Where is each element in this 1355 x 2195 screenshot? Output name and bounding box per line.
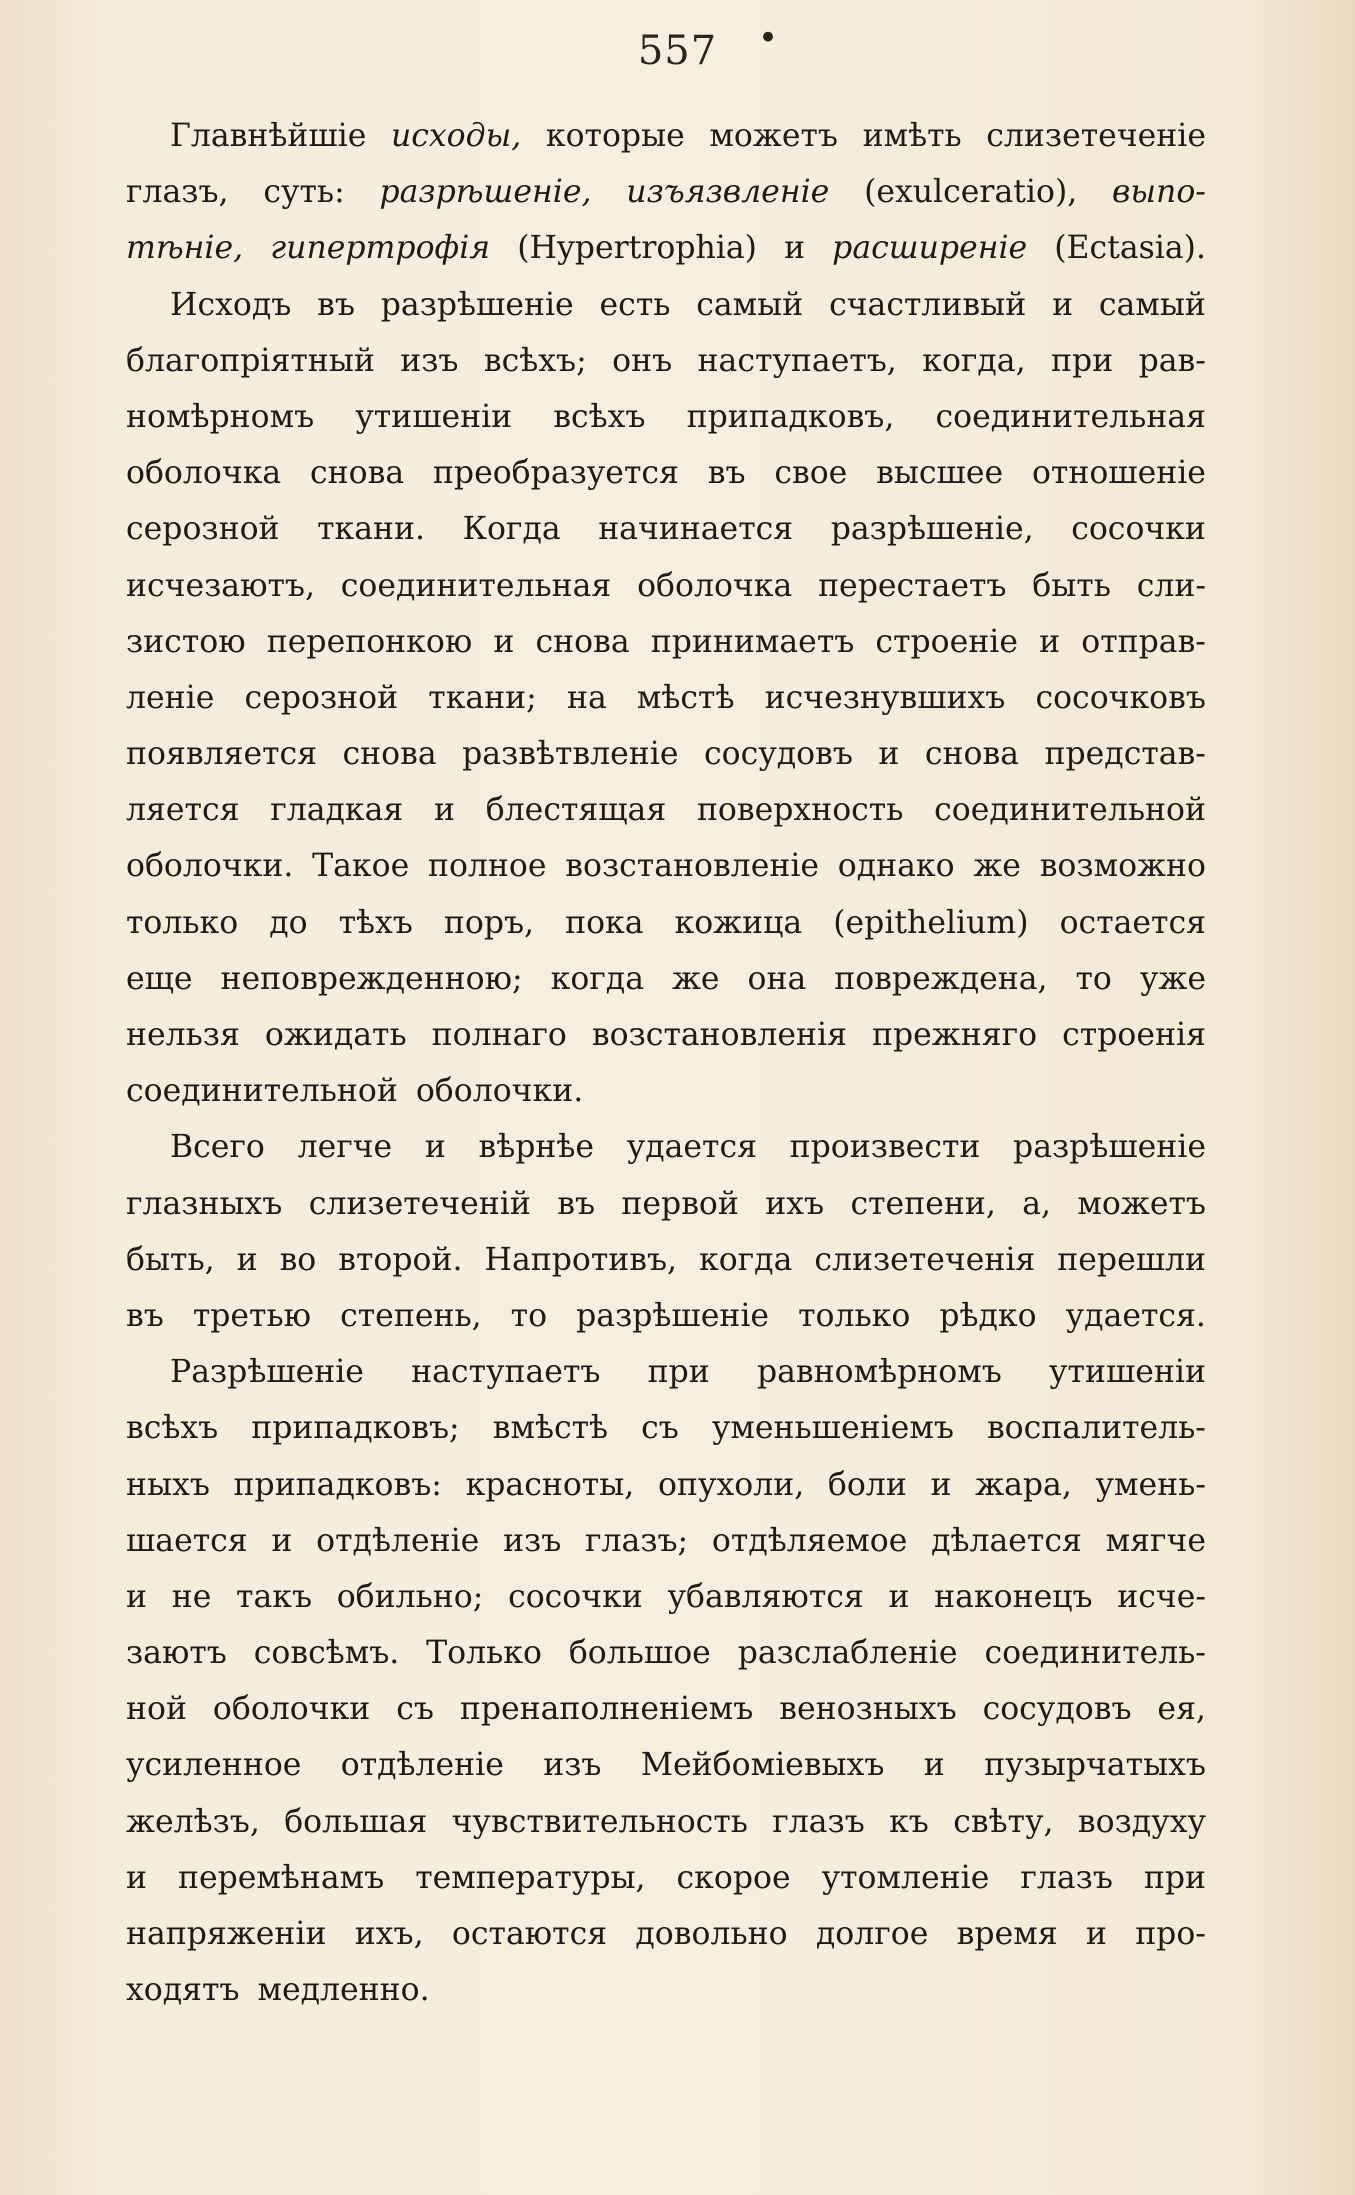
word: которые [545, 118, 685, 154]
word: перестаетъ [818, 567, 1007, 604]
word: разслабленіе [737, 1635, 958, 1672]
word: и [433, 792, 455, 829]
word: слизетеченіе [986, 118, 1206, 154]
word: произвести [789, 1129, 981, 1166]
word: мѣстѣ [636, 679, 735, 716]
word: сосочковъ [1035, 679, 1206, 716]
word: быть [1032, 567, 1111, 604]
word: вмѣстѣ [492, 1410, 609, 1447]
word: припадковъ: [233, 1466, 442, 1503]
word: наступаетъ, [697, 342, 897, 379]
word: возстановленія [591, 1017, 847, 1053]
word: повреждена, [834, 960, 1048, 997]
text-line [126, 501, 1206, 557]
word: преобразуется [432, 455, 679, 492]
word: счастливый [829, 286, 1027, 323]
text-line [126, 1794, 1206, 1850]
word: убавляются [667, 1578, 864, 1615]
word: усиленное [126, 1747, 302, 1784]
text-line [126, 558, 1206, 614]
word: ныхъ [126, 1466, 210, 1503]
word: ихъ [765, 1185, 825, 1222]
word: второй. [338, 1241, 463, 1278]
word: обильно; [336, 1578, 484, 1615]
word: Напротивъ, [484, 1241, 678, 1278]
text-line [126, 1906, 1206, 1962]
word: изъ [400, 342, 459, 379]
word: воспалитель- [986, 1410, 1206, 1447]
word: разрѣшеніе, [379, 174, 592, 211]
word: совсѣмъ. [253, 1635, 400, 1672]
word: слизетеченія [814, 1241, 1036, 1278]
word: и [1039, 623, 1061, 660]
word: ожидать [264, 1017, 407, 1053]
word: съ [641, 1410, 679, 1447]
word: боли [827, 1466, 907, 1503]
word: напряженіи [126, 1916, 327, 1952]
word: глазъ, [126, 174, 229, 211]
word: умень- [1095, 1466, 1206, 1503]
word: же [671, 960, 720, 997]
word: номѣрномъ [126, 398, 315, 435]
word: медленно. [257, 1972, 430, 2009]
word: отдѣляемое [711, 1522, 908, 1559]
word: степени, [850, 1185, 996, 1222]
word: утишеніи [355, 398, 513, 435]
word: оболочки. [126, 848, 294, 885]
word: самый [696, 286, 804, 323]
word: высшее [876, 455, 1004, 492]
word: благопріятный [126, 342, 375, 379]
word: чувствительность [451, 1803, 748, 1840]
word: прежняго [871, 1017, 1038, 1053]
word: же [973, 848, 1021, 885]
word: суть: [263, 174, 345, 211]
word: ходятъ [126, 1972, 240, 2009]
word: ной [126, 1691, 187, 1728]
word: разрѣшеніе [380, 286, 574, 323]
word: появляется [126, 736, 318, 773]
text-line [126, 951, 1206, 1007]
word: оболочки [212, 1691, 371, 1728]
text-line [126, 726, 1206, 782]
word: уменьшеніемъ [711, 1410, 954, 1447]
word: оболочки. [415, 1073, 584, 1110]
word: соединительной [934, 792, 1206, 829]
word: наступаетъ [411, 1354, 601, 1391]
word: такъ [236, 1578, 312, 1615]
word: пока [565, 904, 644, 941]
word: соединительной [126, 1073, 398, 1110]
word: разрѣшеніе [1013, 1129, 1206, 1166]
word: при [1143, 1859, 1206, 1896]
word: когда, [922, 342, 1026, 379]
word: воздуху [1077, 1803, 1206, 1840]
word: слизетеченій [308, 1185, 531, 1222]
word: (exulceratio), [864, 174, 1078, 211]
word: только [126, 904, 239, 941]
word: съ [396, 1691, 434, 1728]
word: опухоли, [657, 1466, 805, 1503]
word: и [126, 1859, 147, 1896]
word: снова [535, 623, 630, 660]
word: сосочки [1071, 511, 1206, 548]
word: еще [126, 960, 193, 997]
word: тѣніе, [126, 230, 244, 267]
word: то [1075, 960, 1112, 997]
word: и [271, 1522, 293, 1559]
word: глазныхъ [126, 1185, 283, 1222]
word: венозныхъ [779, 1691, 957, 1728]
word: сосудовъ [704, 736, 853, 773]
word: поръ, [443, 904, 535, 941]
word: Только [426, 1635, 542, 1672]
word: когда [550, 960, 644, 997]
text-line [126, 1457, 1206, 1513]
word: ихъ, [354, 1916, 424, 1952]
word: степень, [340, 1297, 482, 1334]
text-line [126, 1063, 1206, 1119]
word: припадковъ, [686, 398, 895, 435]
word: возможно [1039, 848, 1206, 885]
word: серозной [244, 679, 399, 716]
text-line [126, 164, 1206, 220]
word: Главнѣйшіе [170, 118, 367, 154]
word: начинается [598, 511, 794, 548]
word: при [1051, 342, 1114, 379]
page-marker: • [758, 18, 779, 58]
word: отношеніе [1031, 455, 1206, 492]
word: строеніе [875, 623, 1018, 660]
word: равномѣрномъ [756, 1354, 1002, 1391]
word: пузырчатыхъ [984, 1747, 1206, 1784]
text-line [126, 1737, 1206, 1793]
word: и [493, 623, 515, 660]
word: самый [1098, 286, 1206, 323]
word: во [279, 1241, 317, 1278]
word: до [269, 904, 308, 941]
word: разрѣшеніе [576, 1297, 770, 1334]
word: свое [774, 455, 848, 492]
word: припадковъ; [251, 1410, 460, 1447]
word: вѣрнѣе [478, 1129, 595, 1166]
word: исчезнувшихъ [764, 679, 1006, 716]
word: наконецъ [934, 1578, 1093, 1615]
word: есть [599, 286, 671, 323]
word: развѣтвленіе [462, 736, 679, 773]
word: при [647, 1354, 710, 1391]
word: соединительная [935, 398, 1206, 435]
text-line [126, 445, 1206, 501]
word: быть, [126, 1241, 215, 1278]
word: разрѣшеніе, [830, 511, 1034, 548]
word: зистою [126, 623, 246, 660]
word: свѣту, [953, 1803, 1054, 1840]
word: всѣхъ [553, 398, 646, 435]
word: а, [1022, 1185, 1052, 1222]
word: жара, [975, 1466, 1072, 1503]
word: ткани. [317, 511, 426, 548]
word: перешли [1057, 1241, 1206, 1278]
word: соединитель- [984, 1635, 1206, 1672]
word: утишеніи [1049, 1354, 1206, 1391]
word: большая [284, 1803, 428, 1840]
word: глазъ; [585, 1522, 689, 1559]
word: (epithelium) [833, 904, 1029, 941]
text-line [126, 1119, 1206, 1175]
word: и [1052, 286, 1074, 323]
word: сосудовъ [982, 1691, 1132, 1728]
word: оболочка [637, 567, 793, 604]
word: отдѣленіе [340, 1747, 504, 1784]
word: изъ [503, 1522, 562, 1559]
word: (Ectasia). [1054, 230, 1206, 267]
text-line [126, 1962, 1206, 2018]
word: изъ [543, 1747, 602, 1784]
word: неповрежденною; [220, 960, 523, 997]
word: перемѣнамъ [177, 1859, 385, 1896]
word: изъязвленіе [626, 174, 830, 211]
word: въ [126, 1297, 164, 1334]
word: отдѣленіе [316, 1522, 480, 1559]
word: глазъ [1020, 1859, 1113, 1896]
word: оболочка [126, 455, 282, 492]
word: скорое [676, 1859, 791, 1896]
word: когда [699, 1241, 793, 1278]
word: она [747, 960, 807, 997]
word: перепонкою [266, 623, 473, 660]
word: заютъ [126, 1635, 227, 1672]
word: уже [1139, 960, 1206, 997]
word: третью [192, 1297, 312, 1334]
text-line [126, 670, 1206, 726]
word: удается [626, 1129, 757, 1166]
word: въ [317, 286, 355, 323]
word: въ [557, 1185, 595, 1222]
text-line [126, 1569, 1206, 1625]
text-line [126, 1400, 1206, 1456]
text-line [126, 1681, 1206, 1737]
word: рав- [1138, 342, 1206, 379]
word: ткани; [428, 679, 537, 716]
word: время [956, 1916, 1058, 1952]
word: только [798, 1297, 911, 1334]
word: довольно [635, 1916, 788, 1952]
text-line [126, 220, 1206, 276]
word: красноты, [465, 1466, 635, 1503]
word: Всего [170, 1129, 265, 1166]
word: строенія [1062, 1017, 1206, 1053]
word: поверхность [696, 792, 904, 829]
page-number: 557 [637, 28, 718, 74]
text-line [126, 1625, 1206, 1681]
word: блестящая [485, 792, 667, 829]
word: снова [342, 736, 437, 773]
word: легче [297, 1129, 393, 1166]
word: исходы, [390, 118, 522, 154]
word: желѣзъ, [126, 1803, 260, 1840]
word: Когда [462, 511, 561, 548]
word: снова [309, 455, 405, 492]
text-line [126, 1513, 1206, 1569]
word: представ- [1044, 736, 1206, 773]
word: Исходъ [170, 286, 292, 323]
word: имѣть [862, 118, 962, 154]
word: исчезаютъ, [126, 567, 315, 604]
word: не [171, 1578, 212, 1615]
word: рѣдко [939, 1297, 1037, 1334]
body-text [126, 108, 1206, 2018]
word: Разрѣшеніе [170, 1354, 364, 1391]
word: и [424, 1129, 446, 1166]
word: остаются [451, 1916, 608, 1952]
word: онъ [612, 342, 673, 379]
word: полное [427, 848, 547, 885]
word: температуры, [415, 1859, 646, 1896]
word: на [566, 679, 607, 716]
word: можетъ [709, 118, 838, 154]
word: глазъ [772, 1803, 865, 1840]
word: ея, [1157, 1691, 1206, 1728]
word: возстановленіе [565, 848, 820, 885]
word: всѣхъ; [483, 342, 587, 379]
text-line [126, 277, 1206, 333]
text-line [126, 838, 1206, 894]
text-line [126, 1176, 1206, 1232]
text-line [126, 1007, 1206, 1063]
word: Мейбоміевыхъ [640, 1747, 885, 1784]
word: исче- [1117, 1578, 1206, 1615]
word: кожица [674, 904, 803, 941]
text-line [126, 1232, 1206, 1288]
word: первой [621, 1185, 739, 1222]
word: и [930, 1466, 952, 1503]
word: отправ- [1081, 623, 1206, 660]
word: выпо- [1112, 174, 1206, 211]
word: утомленіе [821, 1859, 990, 1896]
text-line [126, 1344, 1206, 1400]
word: всѣхъ [126, 1410, 219, 1447]
word: можетъ [1077, 1185, 1206, 1222]
word: снова [924, 736, 1020, 773]
word: долгое [815, 1916, 929, 1952]
word: и [923, 1747, 945, 1784]
text-line [126, 333, 1206, 389]
word: то [510, 1297, 548, 1334]
word: гипертрофія [270, 230, 491, 267]
word: и [1085, 1916, 1107, 1952]
text-line [126, 1850, 1206, 1906]
word: мягче [1105, 1522, 1206, 1559]
word: сосочки [508, 1578, 643, 1615]
text-line [126, 782, 1206, 838]
word: (Hypertrophia) [517, 230, 757, 267]
word: нельзя [126, 1017, 240, 1053]
word: шается [126, 1522, 248, 1559]
word: пренаполненіемъ [459, 1691, 754, 1728]
word: и [126, 1578, 147, 1615]
text-line [126, 895, 1206, 951]
word: сли- [1136, 567, 1206, 604]
word: большое [568, 1635, 711, 1672]
word: серозной [126, 511, 280, 548]
word: однако [837, 848, 955, 885]
word: принимаетъ [650, 623, 855, 660]
text-line [126, 614, 1206, 670]
word: и [236, 1241, 258, 1278]
word: про- [1135, 1916, 1206, 1952]
word: полнаго [431, 1017, 567, 1053]
word: и [878, 736, 900, 773]
word: ляется [126, 792, 240, 829]
word: въ [707, 455, 746, 492]
word: Такое [312, 848, 410, 885]
word: и [784, 230, 806, 267]
word: и [888, 1578, 910, 1615]
word: расширеніе [832, 230, 1028, 267]
word: соединительная [340, 567, 612, 604]
word: остается [1059, 904, 1206, 941]
word: леніе [126, 679, 215, 716]
word: удается. [1065, 1297, 1206, 1334]
text-line [126, 108, 1206, 164]
text-line [126, 1288, 1206, 1344]
word: къ [889, 1803, 929, 1840]
word: дѣлается [931, 1522, 1082, 1559]
word: гладкая [270, 792, 404, 829]
text-line [126, 389, 1206, 445]
word: тѣхъ [338, 904, 413, 941]
